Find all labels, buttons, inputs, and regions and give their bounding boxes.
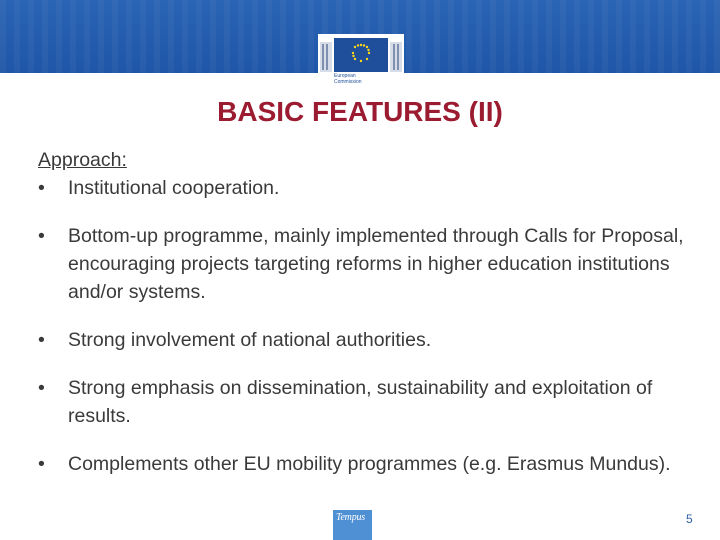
tempus-label: Tempus xyxy=(336,512,365,523)
bullet-item xyxy=(38,326,698,354)
bullet-item xyxy=(38,374,698,430)
bullet-dot-icon: • xyxy=(38,453,45,475)
approach-heading: Approach: xyxy=(38,149,127,171)
bullet-text: Bottom-up programme, mainly implemented through Calls for Proposal, encouraging projects targeting reforms in higher education institutions and/or systems. xyxy=(68,225,684,303)
bullet-text: Complements other EU mobility programmes (e.g. Erasmus Mundus). xyxy=(68,453,671,475)
slide-content xyxy=(38,146,698,478)
slide-title: BASIC FEATURES (II) xyxy=(217,96,503,127)
bullet-list xyxy=(38,174,698,478)
bullet-text: Strong involvement of national authorities. xyxy=(68,329,432,351)
bullet-item xyxy=(38,222,698,306)
european-commission-logo-icon xyxy=(318,28,404,74)
page-number: 5 xyxy=(686,512,693,526)
bullet-dot-icon: • xyxy=(38,329,45,351)
logo-line-2: Commission xyxy=(334,79,362,85)
logo-line-1: European xyxy=(334,73,356,79)
tempus-logo xyxy=(333,510,372,540)
logo-caption xyxy=(334,73,362,85)
bullet-item xyxy=(38,174,698,202)
bullet-dot-icon: • xyxy=(38,225,45,247)
bullet-dot-icon: • xyxy=(38,377,45,399)
bullet-text: Institutional cooperation. xyxy=(68,177,280,199)
bullet-item xyxy=(38,450,698,478)
bullet-dot-icon: • xyxy=(38,177,45,199)
european-commission-logo xyxy=(318,28,404,92)
bullet-text: Strong emphasis on dissemination, sustainability and exploitation of results. xyxy=(68,377,653,427)
